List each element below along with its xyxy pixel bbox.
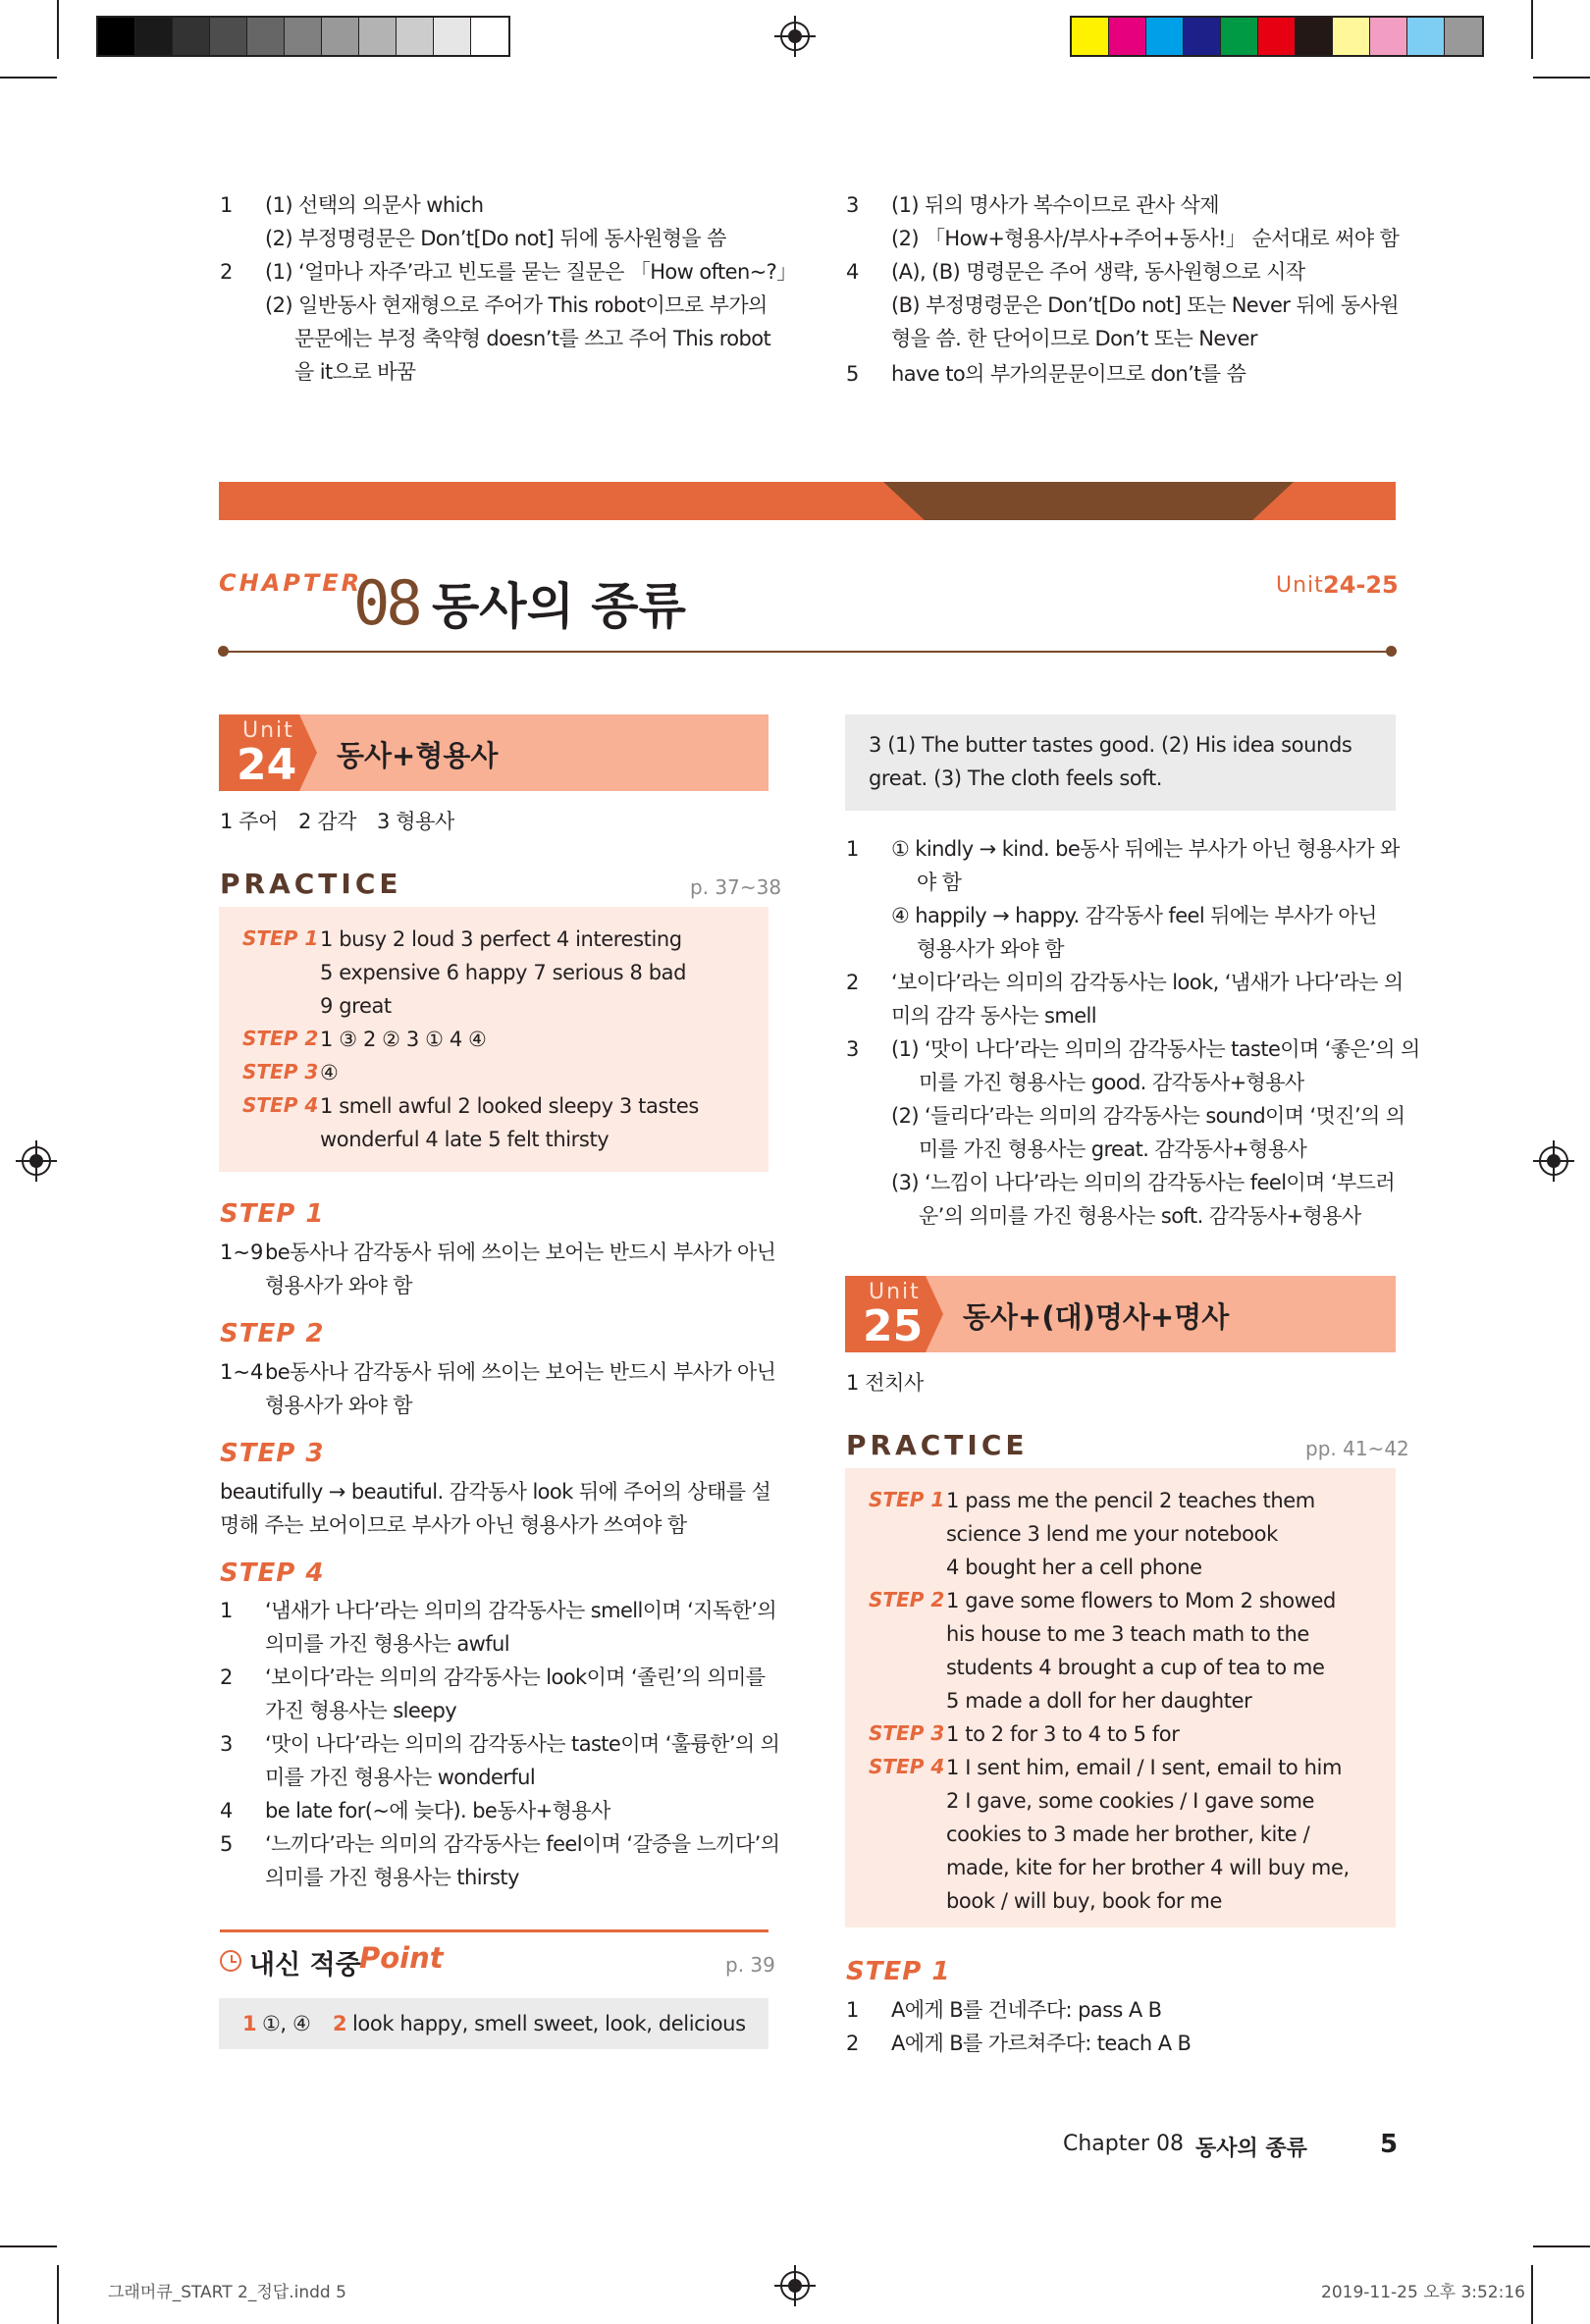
file-slug: 그래머큐_START 2_정답.indd 5 (108, 2283, 346, 2302)
note-line: have to의 부가의문문이므로 don’t를 씀 (891, 362, 1246, 386)
step-heading: STEP 3 (220, 1439, 325, 1468)
note-line: 명해 주는 보어이므로 부사가 아닌 형용사가 쓰여야 함 (220, 1513, 687, 1537)
note-line: (2) 「How+형용사/부사+주어+동사!」 순서대로 써야 함 (891, 227, 1400, 250)
registration-mark-top (780, 22, 810, 51)
note-line: be late for(~에 늦다). be동사+형용사 (265, 1799, 610, 1822)
date-slug: 2019-11-25 오후 3:52:16 (1321, 2283, 1525, 2302)
note-number: 4 (846, 260, 860, 284)
note-line: (B) 부정명령문은 Don’t[Do not] 또는 Never 뒤에 동사원 (891, 293, 1399, 317)
unit-label: Unit (869, 1280, 921, 1304)
step-answer-line: ④ (320, 1061, 339, 1084)
step-answer-line: science 3 lend me your notebook (946, 1522, 1278, 1546)
point-answer-panel (219, 1998, 768, 2049)
crop-mark (57, 0, 59, 59)
chapter-rule-dot (1386, 646, 1397, 657)
unit-24-practice-panel (219, 907, 768, 1172)
note-line: 형용사가 와야 함 (917, 937, 1064, 961)
chapter-rule (222, 651, 1393, 653)
footer-chapter: Chapter 08 (1063, 2132, 1184, 2156)
registration-mark-bottom (780, 2271, 810, 2300)
note-number: 2 (220, 1665, 234, 1689)
chapter-title: 동사의 종류 (432, 578, 686, 635)
crop-mark (57, 2265, 59, 2324)
step-answer-line: 4 bought her a cell phone (946, 1556, 1202, 1579)
page-reference: p. 39 (725, 1953, 775, 1977)
clock-icon (220, 1950, 241, 1972)
unit-number: 25 (863, 1301, 924, 1351)
note-line: ‘느끼다’라는 의미의 감각동사는 feel이며 ‘갈증을 느끼다’의 (265, 1832, 780, 1856)
note-number: 3 (846, 1037, 860, 1061)
step-tag: STEP 4 (242, 1093, 319, 1117)
note-line: 야 함 (917, 871, 962, 894)
step-tag: STEP 3 (869, 1721, 945, 1745)
note-line: be동사나 감각동사 뒤에 쓰이는 보어는 반드시 부사가 아닌 (265, 1360, 776, 1384)
chapter-rule-dot (218, 646, 229, 657)
note-line: 형용사가 와야 함 (265, 1274, 412, 1297)
registration-mark-right (1539, 1146, 1568, 1176)
answer-box (845, 714, 1396, 811)
chapter-unit-prefix: Unit (1276, 573, 1324, 598)
step-answer-line: 1 smell awful 2 looked sleepy 3 tastes (320, 1094, 699, 1118)
note-line: A에게 B를 가르쳐주다: teach A B (891, 2032, 1192, 2055)
unit-24-banner (219, 714, 768, 791)
note-number: 4 (220, 1799, 234, 1822)
note-number: 1 (220, 193, 234, 217)
practice-heading: PRACTICE (846, 1429, 1029, 1461)
note-line: 형을 씀. 한 단어이므로 Don’t 또는 Never (891, 327, 1257, 350)
cmyk-color-bar (1070, 16, 1484, 57)
step-answer-line: 1 I sent him, email / I sent, email to him (946, 1756, 1343, 1779)
crop-mark (0, 77, 57, 79)
note-number: 2 (220, 260, 234, 284)
note-line: 미의 감각 동사는 smell (891, 1004, 1097, 1028)
note-line: 미를 가진 형용사는 wonderful (265, 1766, 536, 1789)
crop-mark (0, 2245, 57, 2247)
note-line: (2) 일반동사 현재형으로 주어가 This robot이므로 부가의 (265, 293, 768, 317)
note-number: 1~4 (220, 1360, 264, 1384)
unit-title: 동사+형용사 (337, 739, 499, 772)
note-number: 3 (846, 193, 860, 217)
step-tag: STEP 1 (869, 1488, 945, 1511)
step-answer-line: 5 made a doll for her daughter (946, 1689, 1252, 1713)
step-tag: STEP 2 (242, 1027, 319, 1050)
point-answer-num: 1 (242, 2012, 257, 2035)
unit-number: 24 (237, 740, 297, 790)
summary-answer: 1 주어 (220, 810, 279, 833)
registration-mark-left (22, 1146, 51, 1176)
point-answer-num: 2 (333, 2012, 347, 2035)
note-number: 5 (846, 362, 860, 386)
note-line: ① kindly → kind. be동사 뒤에는 부사가 아닌 형용사가 와 (891, 837, 1400, 861)
answer-box-line: 3 (1) The butter tastes good. (2) His idea sounds (869, 733, 1352, 757)
note-line: ‘맛이 나다’라는 의미의 감각동사는 taste이며 ‘훌륭한’의 의 (265, 1732, 780, 1756)
step-heading: STEP 4 (220, 1558, 325, 1588)
crop-mark (1531, 0, 1533, 59)
note-line: 의미를 가진 형용사는 awful (265, 1632, 509, 1656)
note-line: ‘보이다’라는 의미의 감각동사는 look, ‘냄새가 나다’라는 의 (891, 971, 1404, 994)
note-line: 미를 가진 형용사는 good. 감각동사+형용사 (919, 1071, 1304, 1094)
note-line: (1) ‘맛이 나다’라는 의미의 감각동사는 taste이며 ‘좋은’의 의 (891, 1037, 1420, 1061)
note-number: 2 (846, 2032, 860, 2055)
step-answer-line: students 4 brought a cup of tea to me (946, 1656, 1325, 1679)
note-line: (2) 부정명령문은 Don’t[Do not] 뒤에 동사원형을 씀 (265, 227, 726, 250)
step-heading: STEP 1 (220, 1199, 325, 1229)
chapter-top-bar-accent (883, 482, 1294, 520)
step-answer-line: wonderful 4 late 5 felt thirsty (320, 1128, 610, 1151)
step-answer-line: cookies to 3 made her brother, kite / (946, 1822, 1310, 1846)
crop-mark (1533, 2245, 1590, 2247)
note-line: 문문에는 부정 축약형 doesn’t를 쓰고 주어 This robot (294, 327, 771, 350)
step-answer-line: 9 great (320, 994, 392, 1018)
unit-25-banner (845, 1276, 1396, 1352)
chapter-unit-range: 24-25 (1323, 571, 1399, 599)
step-answer-line: 1 busy 2 loud 3 perfect 4 interesting (320, 927, 682, 951)
note-line: (1) ‘얼마나 자주’라고 빈도를 묻는 질문은 「How often~?」 (265, 260, 797, 284)
note-number: 2 (846, 971, 860, 994)
note-line: 을 it으로 바꿈 (294, 360, 416, 384)
point-title-en: Point (359, 1941, 444, 1975)
step-heading: STEP 2 (220, 1319, 325, 1348)
step-tag: STEP 4 (869, 1755, 945, 1778)
note-line: 형용사가 와야 함 (265, 1394, 412, 1417)
step-answer-line: his house to me 3 teach math to the (946, 1622, 1309, 1646)
step-answer-line: 1 ③ 2 ② 3 ① 4 ④ (320, 1028, 487, 1051)
note-number: 1 (220, 1599, 234, 1622)
step-answer-line: 1 pass me the pencil 2 teaches them (946, 1489, 1315, 1512)
note-line: be동사나 감각동사 뒤에 쓰이는 보어는 반드시 부사가 아닌 (265, 1241, 776, 1264)
step-answer-line: 2 I gave, some cookies / I gave some (946, 1789, 1315, 1813)
practice-heading: PRACTICE (220, 868, 402, 900)
step-tag: STEP 2 (869, 1588, 945, 1611)
crop-mark (1533, 77, 1590, 79)
note-line: beautifully → beautiful. 감각동사 look 뒤에 주어의 상태를 설 (220, 1480, 771, 1504)
unit-title: 동사+(대)명사+명사 (963, 1300, 1230, 1334)
point-answer: look happy, smell sweet, look, delicious (352, 2012, 746, 2035)
note-line: (1) 선택의 의문사 which (265, 193, 484, 217)
note-line: (1) 뒤의 명사가 복수이므로 관사 삭제 (891, 193, 1219, 217)
note-line: 의미를 가진 형용사는 thirsty (265, 1866, 519, 1889)
note-line: 미를 가진 형용사는 great. 감각동사+형용사 (919, 1137, 1307, 1161)
note-line: A에게 B를 건네주다: pass A B (891, 1998, 1162, 2022)
note-line: 가진 형용사는 sleepy (265, 1699, 457, 1722)
step-answer-line: book / will buy, book for me (946, 1889, 1222, 1913)
step-tag: STEP 3 (242, 1060, 319, 1083)
point-rule (220, 1929, 768, 1932)
summary-answer: 3 형용사 (377, 810, 454, 833)
page-reference: pp. 41~42 (1305, 1437, 1409, 1460)
point-title-kr: 내신 적중 (249, 1950, 361, 1981)
note-number: 1 (846, 837, 860, 861)
note-line: ④ happily → happy. 감각동사 feel 뒤에는 부사가 아닌 (891, 904, 1377, 927)
unit-25-practice-panel (845, 1468, 1396, 1928)
note-number: 5 (220, 1832, 234, 1856)
page-reference: p. 37~38 (690, 875, 782, 899)
step-answer-line: 1 to 2 for 3 to 4 to 5 for (946, 1722, 1180, 1746)
chapter-number: 08 (353, 567, 419, 639)
summary-answer: 1 전치사 (846, 1371, 924, 1395)
note-number: 1~9 (220, 1241, 264, 1264)
note-line: 운’의 의미를 가진 형용사는 soft. 감각동사+형용사 (919, 1204, 1361, 1228)
summary-answer: 2 감각 (298, 810, 357, 833)
grayscale-color-bar (96, 16, 510, 57)
note-line: (A), (B) 명령문은 주어 생략, 동사원형으로 시작 (891, 260, 1305, 284)
step-answer-line: made, kite for her brother 4 will buy me, (946, 1856, 1350, 1879)
unit-label: Unit (242, 718, 294, 743)
step-answer-line: 5 expensive 6 happy 7 serious 8 bad (320, 961, 687, 984)
step-tag: STEP 1 (242, 926, 319, 950)
step-answer-line: 1 gave some flowers to Mom 2 showed (946, 1589, 1336, 1612)
note-number: 3 (220, 1732, 234, 1756)
note-line: (3) ‘느낌이 나다’라는 의미의 감각동사는 feel이며 ‘부드러 (891, 1171, 1396, 1194)
point-answer: ①, ④ (262, 2012, 311, 2035)
note-number: 1 (846, 1998, 860, 2022)
crop-mark (1531, 2265, 1533, 2324)
answer-box-line: great. (3) The cloth feels soft. (869, 766, 1163, 790)
note-line: ‘냄새가 나다’라는 의미의 감각동사는 smell이며 ‘지독한’의 (265, 1599, 777, 1622)
chapter-label: CHAPTER (219, 569, 363, 597)
footer-chapter-title: 동사의 종류 (1195, 2137, 1307, 2161)
step-heading: STEP 1 (846, 1957, 951, 1986)
page-number: 5 (1380, 2130, 1399, 2159)
note-line: (2) ‘들리다’라는 의미의 감각동사는 sound이며 ‘멋진’의 의 (891, 1104, 1405, 1128)
note-line: ‘보이다’라는 의미의 감각동사는 look이며 ‘졸린’의 의미를 (265, 1665, 766, 1689)
